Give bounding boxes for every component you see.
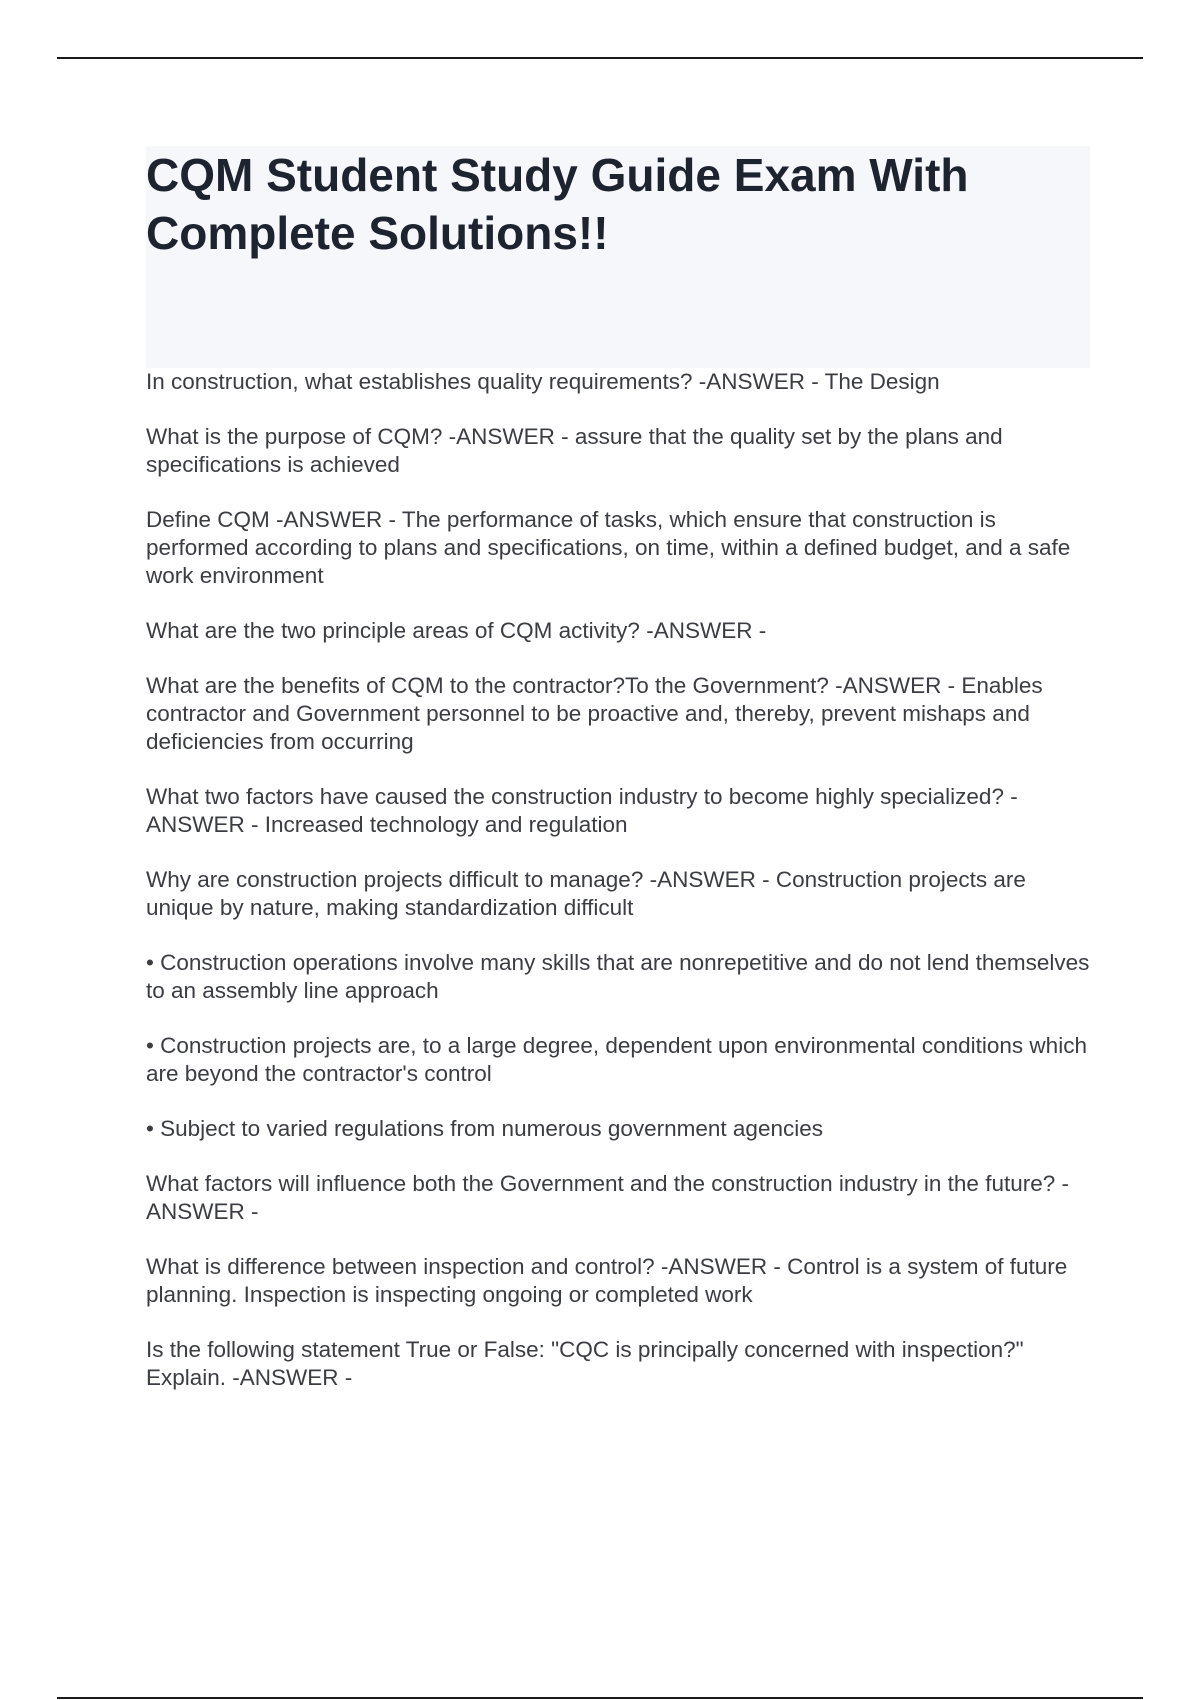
- paragraph: What factors will influence both the Government and the construction industry in the future? -ANSWER -: [146, 1171, 1069, 1224]
- document-body: [146, 368, 1090, 1419]
- paragraph: What is the purpose of CQM? -ANSWER - assure that the quality set by the plans and specifications is achieved: [146, 424, 1003, 477]
- bullet-item: • Construction projects are, to a large degree, dependent upon environmental conditions which are beyond the contractor's control: [146, 1033, 1087, 1086]
- page-title: CQM Student Study Guide Exam With Complete Solutions!!: [146, 149, 969, 259]
- paragraph: What are the benefits of CQM to the contractor?To the Government? -ANSWER - Enables contractor and Government personnel to be proactive and, thereby, prevent mishaps and deficiencies from occurring: [146, 673, 1043, 754]
- title-block: [146, 146, 1090, 368]
- paragraph: What is difference between inspection and control? -ANSWER - Control is a system of future planning. Inspection is inspecting ongoing or completed work: [146, 1254, 1068, 1307]
- paragraph: Define CQM -ANSWER - The performance of tasks, which ensure that construction is performed according to plans and specifications, on time, within a defined budget, and a safe work environment: [146, 507, 1071, 588]
- paragraph: Why are construction projects difficult to manage? -ANSWER - Construction projects are unique by nature, making standardization difficult: [146, 867, 1026, 920]
- paragraph: What are the two principle areas of CQM activity? -ANSWER -: [146, 618, 767, 643]
- paragraph: In construction, what establishes quality requirements? -ANSWER - The Design: [146, 369, 940, 394]
- paragraph: Is the following statement True or False: "CQC is principally concerned with inspection?" Explain. -ANSWER -: [146, 1337, 1024, 1390]
- bullet-item: • Construction operations involve many skills that are nonrepetitive and do not lend themselves to an assembly line approach: [146, 950, 1090, 1003]
- bullet-item: • Subject to varied regulations from numerous government agencies: [146, 1116, 823, 1141]
- paragraph: What two factors have caused the construction industry to become highly specialized? -ANSWER - Increased technology and regulation: [146, 784, 1018, 837]
- top-rule: [57, 57, 1143, 59]
- bottom-rule: [57, 1697, 1143, 1699]
